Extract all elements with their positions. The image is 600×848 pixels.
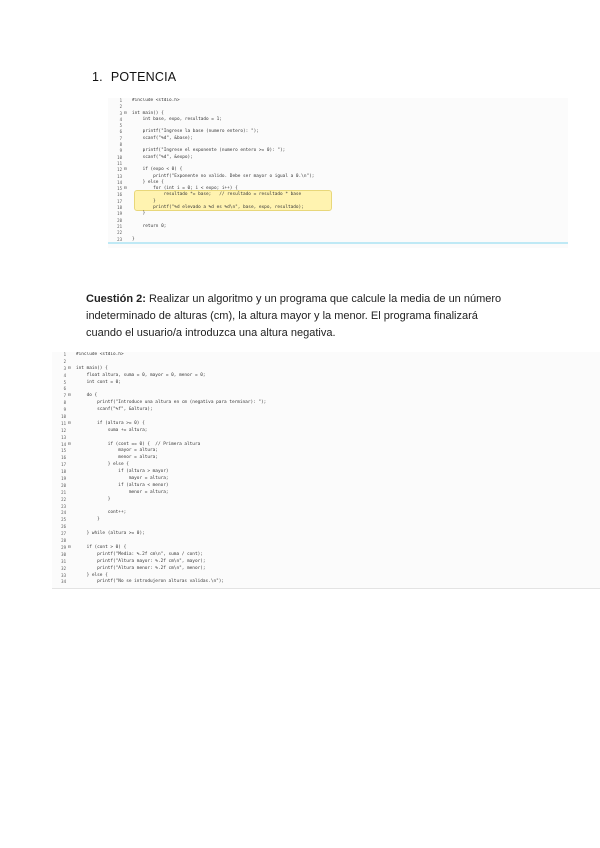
line-number: 22 [61,496,66,502]
fold-toggle-icon[interactable]: ⊟ [68,365,71,371]
code-line [52,476,600,483]
code-line [52,559,600,566]
line-number: 5 [63,379,66,385]
code-text: } [132,211,146,217]
code-text: } else { [76,572,108,578]
code-line [52,421,600,428]
code-text: for (int i = 0; i < expo; i++) { [132,186,238,192]
line-number: 6 [119,129,122,135]
line-number: 15 [61,448,66,454]
line-number: 13 [61,434,66,440]
line-number: 27 [61,531,66,537]
code-text: scanf("%d", &expo); [132,154,193,160]
question-2 [86,291,506,342]
line-number: 1 [63,352,66,357]
code-line [52,538,600,545]
line-number: 2 [119,104,122,110]
line-number: 16 [61,455,66,461]
line-number: 20 [117,217,122,223]
line-number: 11 [117,160,122,166]
code-text: #include <stdio.h> [76,352,124,357]
line-number: 23 [117,236,122,242]
line-number: 12 [117,167,122,173]
code-line [52,373,600,380]
line-number: 14 [61,441,66,447]
code-text: if (altura < menor) [76,482,169,488]
line-number: 4 [63,372,66,378]
line-number: 5 [119,123,122,129]
section-number: 1. [92,70,103,84]
code-line [52,552,600,559]
line-number: 25 [61,517,66,523]
code-text: printf("No se introdujeron alturas validas.\n"); [76,579,225,585]
code-lines [108,98,568,243]
line-number: 31 [61,558,66,564]
code-line [52,366,600,373]
code-line [52,435,600,442]
line-number: 15 [117,186,122,192]
line-number: 24 [61,510,66,516]
line-number: 29 [61,544,66,550]
line-number: 16 [117,192,122,198]
line-number: 18 [61,469,66,475]
code-text: cont++; [76,510,127,516]
line-number: 1 [119,98,122,103]
fold-toggle-icon[interactable]: ⊟ [68,420,71,426]
section-title: POTENCIA [110,70,177,84]
fold-toggle-icon[interactable]: ⊟ [68,544,71,550]
line-number: 7 [119,135,122,141]
code-text: resultado *= base; // resultado = resultado * base [132,192,302,198]
line-number: 23 [61,503,66,509]
code-text: } [76,496,111,502]
line-number: 10 [117,154,122,160]
code-text: printf("Altura mayor: %.2f cm\n", mayor); [76,558,206,564]
line-number: 9 [119,148,122,154]
code-text: menor = altura; [76,455,158,461]
code-line [52,483,600,490]
code-text: if (expo < 0) { [132,167,183,173]
code-text: if (cont == 0) { // Primera altura [76,441,201,447]
line-number: 12 [61,427,66,433]
line-number: 20 [61,482,66,488]
code-text: #include <stdio.h> [132,98,180,103]
code-text: if (altura >= 0) { [76,420,145,426]
line-number: 30 [61,551,66,557]
code-text: scanf("%d", &base); [132,135,193,141]
code-text: menor = altura; [76,489,169,495]
code-text: int base, expo, resultado = 1; [132,116,222,122]
line-number: 7 [63,393,66,399]
code-line [108,237,568,243]
code-text: } else { [132,179,164,185]
code-text: int cont = 0; [76,379,121,385]
code-line [52,579,600,586]
line-number: 10 [61,414,66,420]
code-text: if (cont > 0) { [76,544,127,550]
code-text: } [132,236,135,242]
line-number: 22 [117,230,122,236]
code-line [52,504,600,511]
line-number: 32 [61,565,66,571]
line-number: 13 [117,173,122,179]
code-text: scanf("%f", &altura); [76,407,153,413]
code-text: printf("Altura menor: %.2f cm\n", menor); [76,565,206,571]
code-line [52,352,600,359]
line-number: 21 [117,223,122,229]
code-line [52,545,600,552]
code-text: suma += altura; [76,427,148,433]
code-text: float altura, suma = 0, mayor = 0, menor = 0; [76,372,206,378]
line-number: 3 [119,110,122,116]
code-line [52,407,600,414]
code-text: do { [76,393,98,399]
line-number: 8 [119,142,122,148]
fold-toggle-icon[interactable]: ⊟ [124,110,127,116]
code-text: int main() { [132,110,164,116]
code-text: } while (altura >= 0); [76,531,145,537]
code-text: printf("Media: %.2f cm\n", suma / cont); [76,551,203,557]
code-line [52,566,600,573]
line-number: 17 [61,462,66,468]
question-text: Realizar un algoritmo y un programa que calcule la media de un número indeterminado de alturas (cm), la altura mayor y la menor. El programa finalizará cuando el usuario/a introduzca una altura negativa. [86,293,502,339]
section-heading-potencia [92,70,176,84]
code-text: mayor = altura; [76,448,158,454]
line-number: 28 [61,538,66,544]
code-line [52,510,600,517]
code-text: int main() { [76,365,108,371]
line-number: 4 [119,116,122,122]
line-number: 17 [117,198,122,204]
line-number: 34 [61,579,66,585]
code-text: } [132,198,156,204]
fold-toggle-icon[interactable]: ⊟ [124,186,127,192]
line-number: 2 [63,358,66,364]
line-number: 18 [117,205,122,211]
code-screenshot-alturas [52,352,600,589]
line-number: 26 [61,524,66,530]
code-text: printf("%d elevado a %d es %d\n", base, expo, resultado); [132,205,304,211]
code-text: printf("Ingrese la base (numero entero): "); [132,129,259,135]
code-text: } [76,517,100,523]
code-line [52,359,600,366]
code-text: return 0; [132,223,167,229]
line-number: 19 [61,476,66,482]
code-line [52,469,600,476]
code-text: printf("Ingrese el exponente (numero entero >= 0): "); [132,148,286,154]
code-text: mayor = altura; [76,476,169,482]
fold-toggle-icon[interactable]: ⊟ [124,167,127,173]
code-line [52,497,600,504]
code-line [52,414,600,421]
code-text: if (altura > mayor) [76,469,169,475]
line-number: 8 [63,400,66,406]
code-line [52,386,600,393]
line-number: 6 [63,386,66,392]
line-number: 11 [61,420,66,426]
code-line [52,380,600,387]
line-number: 3 [63,365,66,371]
code-line [52,428,600,435]
line-number: 33 [61,572,66,578]
code-line [52,517,600,524]
code-line [52,531,600,538]
line-number: 21 [61,489,66,495]
code-line [52,490,600,497]
question-label: Cuestión 2: [86,293,146,305]
fold-toggle-icon[interactable]: ⊟ [68,441,71,447]
code-screenshot-potencia [108,98,568,248]
code-text: } else { [76,462,129,468]
line-number: 14 [117,179,122,185]
fold-toggle-icon[interactable]: ⊟ [68,393,71,399]
line-number: 19 [117,211,122,217]
code-text: printf("Introduce una altura en cm (negativa para terminar): "); [76,400,267,406]
code-lines [52,352,600,586]
line-number: 9 [63,407,66,413]
code-line [52,455,600,462]
code-text: printf("Exponente no valido. Debe ser mayor o igual a 0.\n"); [132,173,315,179]
